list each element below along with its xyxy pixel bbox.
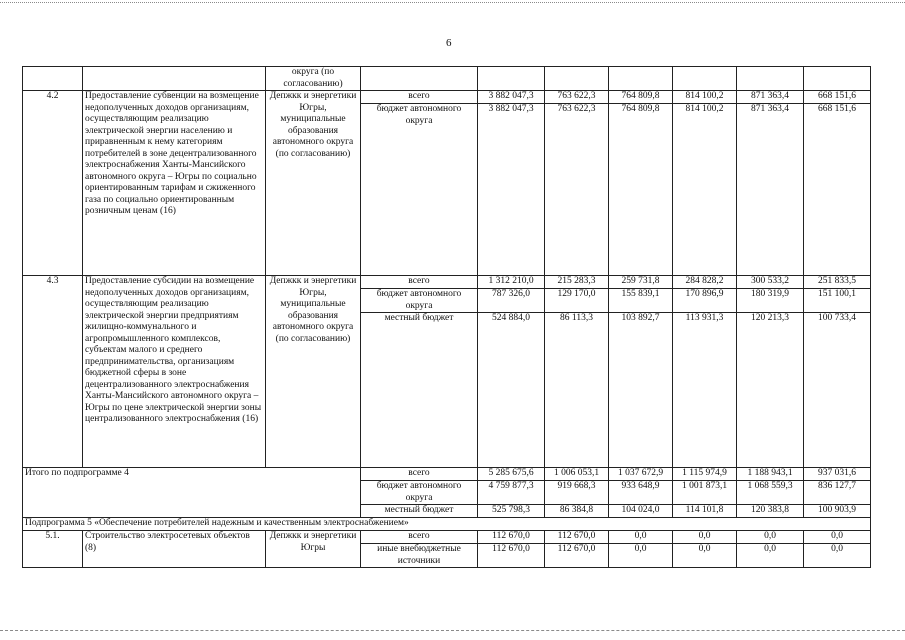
value-cell: 180 319,9 [737, 289, 804, 313]
value-cell: 787 326,0 [478, 289, 545, 313]
value-cell: 104 024,0 [609, 505, 673, 518]
value-cell: 1 188 943,1 [737, 468, 804, 481]
value-cell: 1 068 559,3 [737, 481, 804, 505]
value-cell: 919 668,3 [545, 481, 609, 505]
value-cell: 120 383,8 [737, 505, 804, 518]
value-cell: 215 283,3 [545, 276, 609, 289]
value-cell: 0,0 [737, 544, 804, 568]
value-cell: 933 648,9 [609, 481, 673, 505]
value-cell: 300 533,2 [737, 276, 804, 289]
value-cell: 170 896,9 [673, 289, 737, 313]
source-cell: бюджет автономного округа [361, 481, 478, 505]
table-row [23, 531, 871, 544]
activity-name: Предоставление субвенции на возмещение недополученных доходов организациям, осуществляющим реализацию электрической энергии населению и приравненным к нему категориям потребителей в зоне децентрализованного электроснабжения Ханты-Мансийского автономного округа – Югры по социально ориентированным тарифам и сжиженного газа по социально ориентированным розничным ценам (16) [83, 91, 266, 276]
value-cell: 814 100,2 [673, 104, 737, 276]
value-cell: 86 384,8 [545, 505, 609, 518]
value-cell: 524 884,0 [478, 313, 545, 468]
executor-cell: Депжкк и энергетики Югры, муниципальные образования автономного округа (по согласованию) [266, 276, 361, 468]
source-cell: всего [361, 468, 478, 481]
value-cell: 764 809,8 [609, 104, 673, 276]
activity-name: Предоставление субсидии на возмещение недополученных доходов организациям, осуществляющим реализацию электрической энергии предприятиям жилищно-коммунального и агропромышленного комплексов, субъектам малого и среднего предпринимательства, организациям бюджетной сферы в зоне децентрализованного электроснабжения Ханты-Мансийского автономного округа – Югры по цене электрической энергии зоны централизованного электроснабжения (16) [83, 276, 266, 468]
executor-cell: Депжкк и энергетики Югры, муниципальные образования автономного округа (по согласованию) [266, 91, 361, 276]
value-cell: 871 363,4 [737, 91, 804, 104]
subprogram-header: Подпрограмма 5 «Обеспечение потребителей надежным и качественным электроснабжением» [23, 518, 871, 531]
row-number: 4.2 [23, 91, 83, 276]
value-cell: 4 759 877,3 [478, 481, 545, 505]
value-cell: 525 798,3 [478, 505, 545, 518]
value-cell: 763 622,3 [545, 91, 609, 104]
source-cell: бюджет автономного округа [361, 289, 478, 313]
value-cell: 112 670,0 [545, 544, 609, 568]
scan-edge-bottom [0, 630, 905, 631]
value-cell: 86 113,3 [545, 313, 609, 468]
source-cell: всего [361, 531, 478, 544]
value-cell: 259 731,8 [609, 276, 673, 289]
value-cell: 0,0 [673, 531, 737, 544]
row-number: 4.3 [23, 276, 83, 468]
value-cell: 112 670,0 [478, 544, 545, 568]
value-cell: 129 170,0 [545, 289, 609, 313]
value-cell: 112 670,0 [478, 531, 545, 544]
value-cell: 0,0 [673, 544, 737, 568]
value-cell: 251 833,5 [804, 276, 871, 289]
value-cell: 5 285 675,6 [478, 468, 545, 481]
value-cell: 836 127,7 [804, 481, 871, 505]
table-row [23, 67, 871, 91]
value-cell: 814 100,2 [673, 91, 737, 104]
table-row [23, 518, 871, 531]
source-cell: всего [361, 276, 478, 289]
activity-name: Строительство электросетевых объектов (8) [83, 531, 266, 568]
source-cell: бюджет автономного округа [361, 104, 478, 276]
value-cell: 668 151,6 [804, 91, 871, 104]
subtotal-label: Итого по подпрограмме 4 [23, 468, 361, 518]
scan-edge-top [0, 2, 905, 3]
value-cell: 112 670,0 [545, 531, 609, 544]
value-cell: 1 006 053,1 [545, 468, 609, 481]
value-cell: 1 312 210,0 [478, 276, 545, 289]
executor-cell: округа (по согласованию) [266, 67, 361, 91]
value-cell: 871 363,4 [737, 104, 804, 276]
value-cell: 103 892,7 [609, 313, 673, 468]
value-cell: 1 115 974,9 [673, 468, 737, 481]
value-cell: 113 931,3 [673, 313, 737, 468]
value-cell: 763 622,3 [545, 104, 609, 276]
value-cell: 1 037 672,9 [609, 468, 673, 481]
table-row [23, 91, 871, 104]
value-cell: 3 882 047,3 [478, 91, 545, 104]
value-cell: 0,0 [804, 531, 871, 544]
value-cell: 0,0 [804, 544, 871, 568]
value-cell: 937 031,6 [804, 468, 871, 481]
source-cell: местный бюджет [361, 505, 478, 518]
value-cell: 3 882 047,3 [478, 104, 545, 276]
value-cell: 151 100,1 [804, 289, 871, 313]
table-row [23, 468, 871, 481]
table-row [23, 276, 871, 289]
value-cell: 100 733,4 [804, 313, 871, 468]
value-cell: 120 213,3 [737, 313, 804, 468]
value-cell: 1 001 873,1 [673, 481, 737, 505]
value-cell: 284 828,2 [673, 276, 737, 289]
source-cell: всего [361, 91, 478, 104]
value-cell: 0,0 [609, 531, 673, 544]
page-number: 6 [446, 37, 452, 49]
value-cell: 155 839,1 [609, 289, 673, 313]
value-cell: 114 101,8 [673, 505, 737, 518]
value-cell: 0,0 [609, 544, 673, 568]
value-cell: 100 903,9 [804, 505, 871, 518]
program-finance-table [22, 66, 871, 568]
executor-cell: Депжкк и энергетики Югры [266, 531, 361, 568]
source-cell: местный бюджет [361, 313, 478, 468]
source-cell: иные внебюджетные источники [361, 544, 478, 568]
value-cell: 764 809,8 [609, 91, 673, 104]
value-cell: 668 151,6 [804, 104, 871, 276]
row-number: 5.1. [23, 531, 83, 568]
value-cell: 0,0 [737, 531, 804, 544]
